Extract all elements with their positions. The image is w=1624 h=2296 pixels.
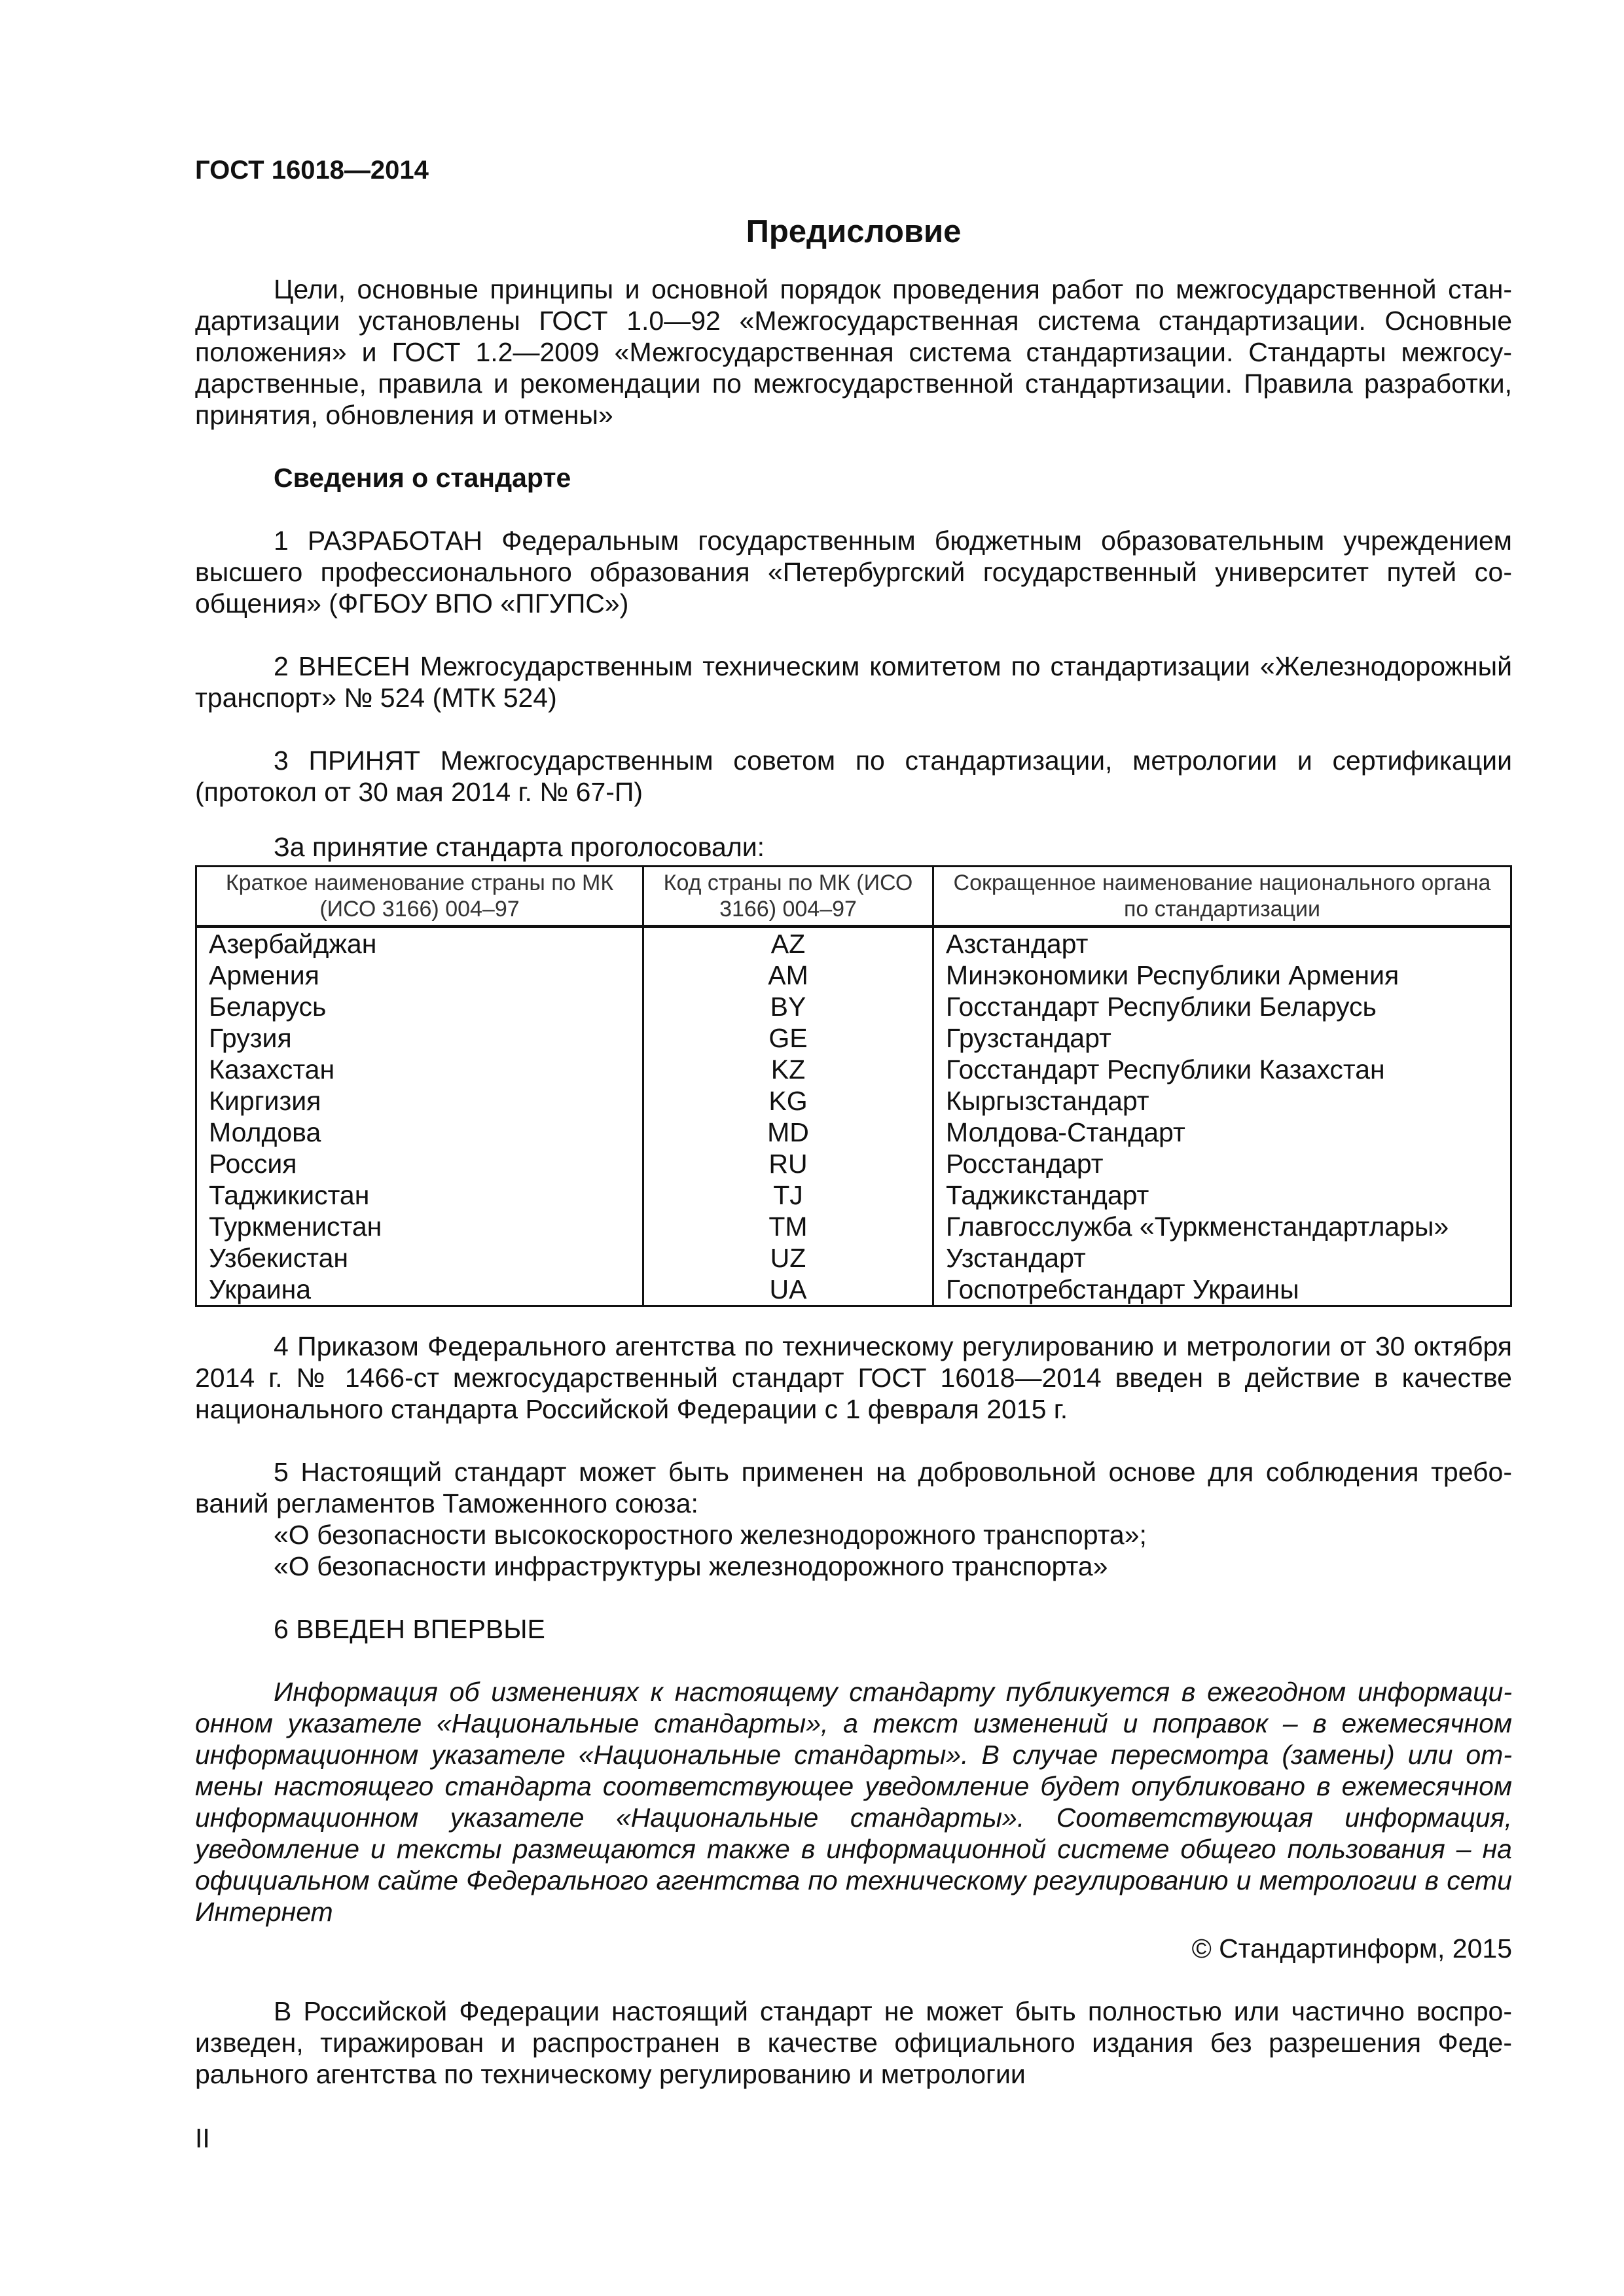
item-6-paragraph: 6 ВВЕДЕН ВПЕРВЫЕ [274, 1614, 545, 1644]
body-cell: Кыргызстандарт [933, 1085, 1511, 1117]
standard-code: ГОСТ 16018—2014 [195, 156, 429, 185]
table-header-row [196, 867, 1511, 927]
reproduction-notice: В Российской Федерации настоящий стандарт не может быть полностью или частично воспроизведен, тиражирован и распространен в качестве официального издания без разрешения Федерального агентства по техническому регулированию и метрологии [195, 1996, 1512, 2089]
body-cell: Главгосслужба «Туркменстандартлары» [933, 1211, 1511, 1242]
item-2-paragraph: 2 ВНЕСЕН Межгосударственным техническим комитетом по стандартизации «Железнодорожный транспорт» № 524 (МТК 524) [195, 651, 1512, 713]
item-5-paragraph: 5 Настоящий стандарт может быть применен на добровольной основе для соблюдения требований регламентов Таможенного союза: [195, 1457, 1512, 1518]
body-cell: Росстандарт [933, 1148, 1511, 1179]
country-cell: Грузия [196, 1022, 643, 1054]
code-cell: KG [643, 1085, 933, 1117]
code-cell: MD [643, 1117, 933, 1148]
table-row [196, 991, 1511, 1022]
country-cell: Армения [196, 960, 643, 991]
item-5-regulation-2: «О безопасности инфраструктуры железнодорожного транспорта» [274, 1551, 1108, 1581]
table-row [196, 1085, 1511, 1117]
column-header-body: Сокращенное наименование национального органа по стандартизации [933, 867, 1511, 927]
body-cell: Госстандарт Республики Казахстан [933, 1054, 1511, 1085]
code-cell: AM [643, 960, 933, 991]
country-cell: Молдова [196, 1117, 643, 1148]
code-cell: GE [643, 1022, 933, 1054]
body-cell: Грузстандарт [933, 1022, 1511, 1054]
column-header-country: Краткое наименование страны по МК (ИСО 3166) 004–97 [196, 867, 643, 927]
table-row [196, 1117, 1511, 1148]
page-title: Предисловие [746, 214, 962, 249]
code-cell: UA [643, 1274, 933, 1306]
table-row [196, 1179, 1511, 1211]
body-cell: Минэкономики Республики Армения [933, 960, 1511, 991]
table-row [196, 1274, 1511, 1306]
body-cell: Таджикстандарт [933, 1179, 1511, 1211]
table-row [196, 1242, 1511, 1274]
country-cell: Киргизия [196, 1085, 643, 1117]
country-cell: Узбекистан [196, 1242, 643, 1274]
code-cell: BY [643, 991, 933, 1022]
item-1-paragraph: 1 РАЗРАБОТАН Федеральным государственным бюджетным образовательным учреждением высшего профессионального образования «Петербургский государственный университет путей сообщения» (ФГБОУ ВПО «ПГУПС») [195, 526, 1512, 619]
code-cell: UZ [643, 1242, 933, 1274]
country-cell: Казахстан [196, 1054, 643, 1085]
code-cell: TJ [643, 1179, 933, 1211]
table-row [196, 1211, 1511, 1242]
code-cell: RU [643, 1148, 933, 1179]
body-cell: Молдова-Стандарт [933, 1117, 1511, 1148]
code-cell: TM [643, 1211, 933, 1242]
table-row [196, 927, 1511, 960]
country-cell: Беларусь [196, 991, 643, 1022]
body-cell: Азстандарт [933, 927, 1511, 960]
country-cell: Таджикистан [196, 1179, 643, 1211]
code-cell: KZ [643, 1054, 933, 1085]
body-cell: Узстандарт [933, 1242, 1511, 1274]
section-title: Сведения о стандарте [274, 463, 571, 493]
page-content [195, 154, 1512, 2090]
info-notice: Информация об изменениях к настоящему стандарту публикуется в ежегодном информационном указателе «Национальные стандарты», а текст изменений и поправок – в ежемесячном информационном указателе «Национальные стандарты». В случае пересмотра (замены) или отмены настоящего стандарта соответствующее уведомление будет опубликовано в ежемесячном информационном указателе «Национальные стандарты». Соответствующая информация, уведомление и тексты размещаются также в информационной системе общего пользования – на официальном сайте Федерального агентства по техническому регулированию и метрологии в сети Интернет [195, 1677, 1512, 1927]
country-cell: Туркменистан [196, 1211, 643, 1242]
table-row [196, 1148, 1511, 1179]
table-row [196, 1022, 1511, 1054]
table-row [196, 1054, 1511, 1085]
table-row [196, 960, 1511, 991]
country-cell: Россия [196, 1148, 643, 1179]
code-cell: AZ [643, 927, 933, 960]
country-cell: Азербайджан [196, 927, 643, 960]
voting-table [195, 865, 1512, 1307]
item-4-paragraph: 4 Приказом Федерального агентства по техническому регулированию и метрологии от 30 октября 2014 г. № 1466-ст межгосударственный стандарт ГОСТ 16018—2014 введен в действие в качестве национального стандарта Российской Федерации с 1 февраля 2015 г. [195, 1331, 1512, 1424]
body-cell: Госстандарт Республики Беларусь [933, 991, 1511, 1022]
copyright: © Стандартинформ, 2015 [1191, 1933, 1512, 1964]
item-3-paragraph: 3 ПРИНЯТ Межгосударственным советом по стандартизации, метрологии и сертификации (протокол от 30 мая 2014 г. № 67-П) [195, 745, 1512, 807]
column-header-code: Код страны по МК (ИСО 3166) 004–97 [643, 867, 933, 927]
vote-caption: За принятие стандарта проголосовали: [274, 832, 765, 862]
body-cell: Госпотребстандарт Украины [933, 1274, 1511, 1306]
page-number: II [195, 2123, 210, 2153]
intro-paragraph: Цели, основные принципы и основной порядок проведения работ по межгосударственной стандартизации установлены ГОСТ 1.0—92 «Межгосударственная система стандартизации. Основные положения» и ГОСТ 1.2—2009 «Межгосударственная система стандартизации. Стандарты межгосударственные, правила и рекомендации по межгосударственной стандартизации. Правила разработки, принятия, обновления и отмены» [195, 274, 1512, 430]
item-5-regulation-1: «О безопасности высокоскоростного железнодорожного транспорта»; [274, 1520, 1147, 1550]
country-cell: Украина [196, 1274, 643, 1306]
